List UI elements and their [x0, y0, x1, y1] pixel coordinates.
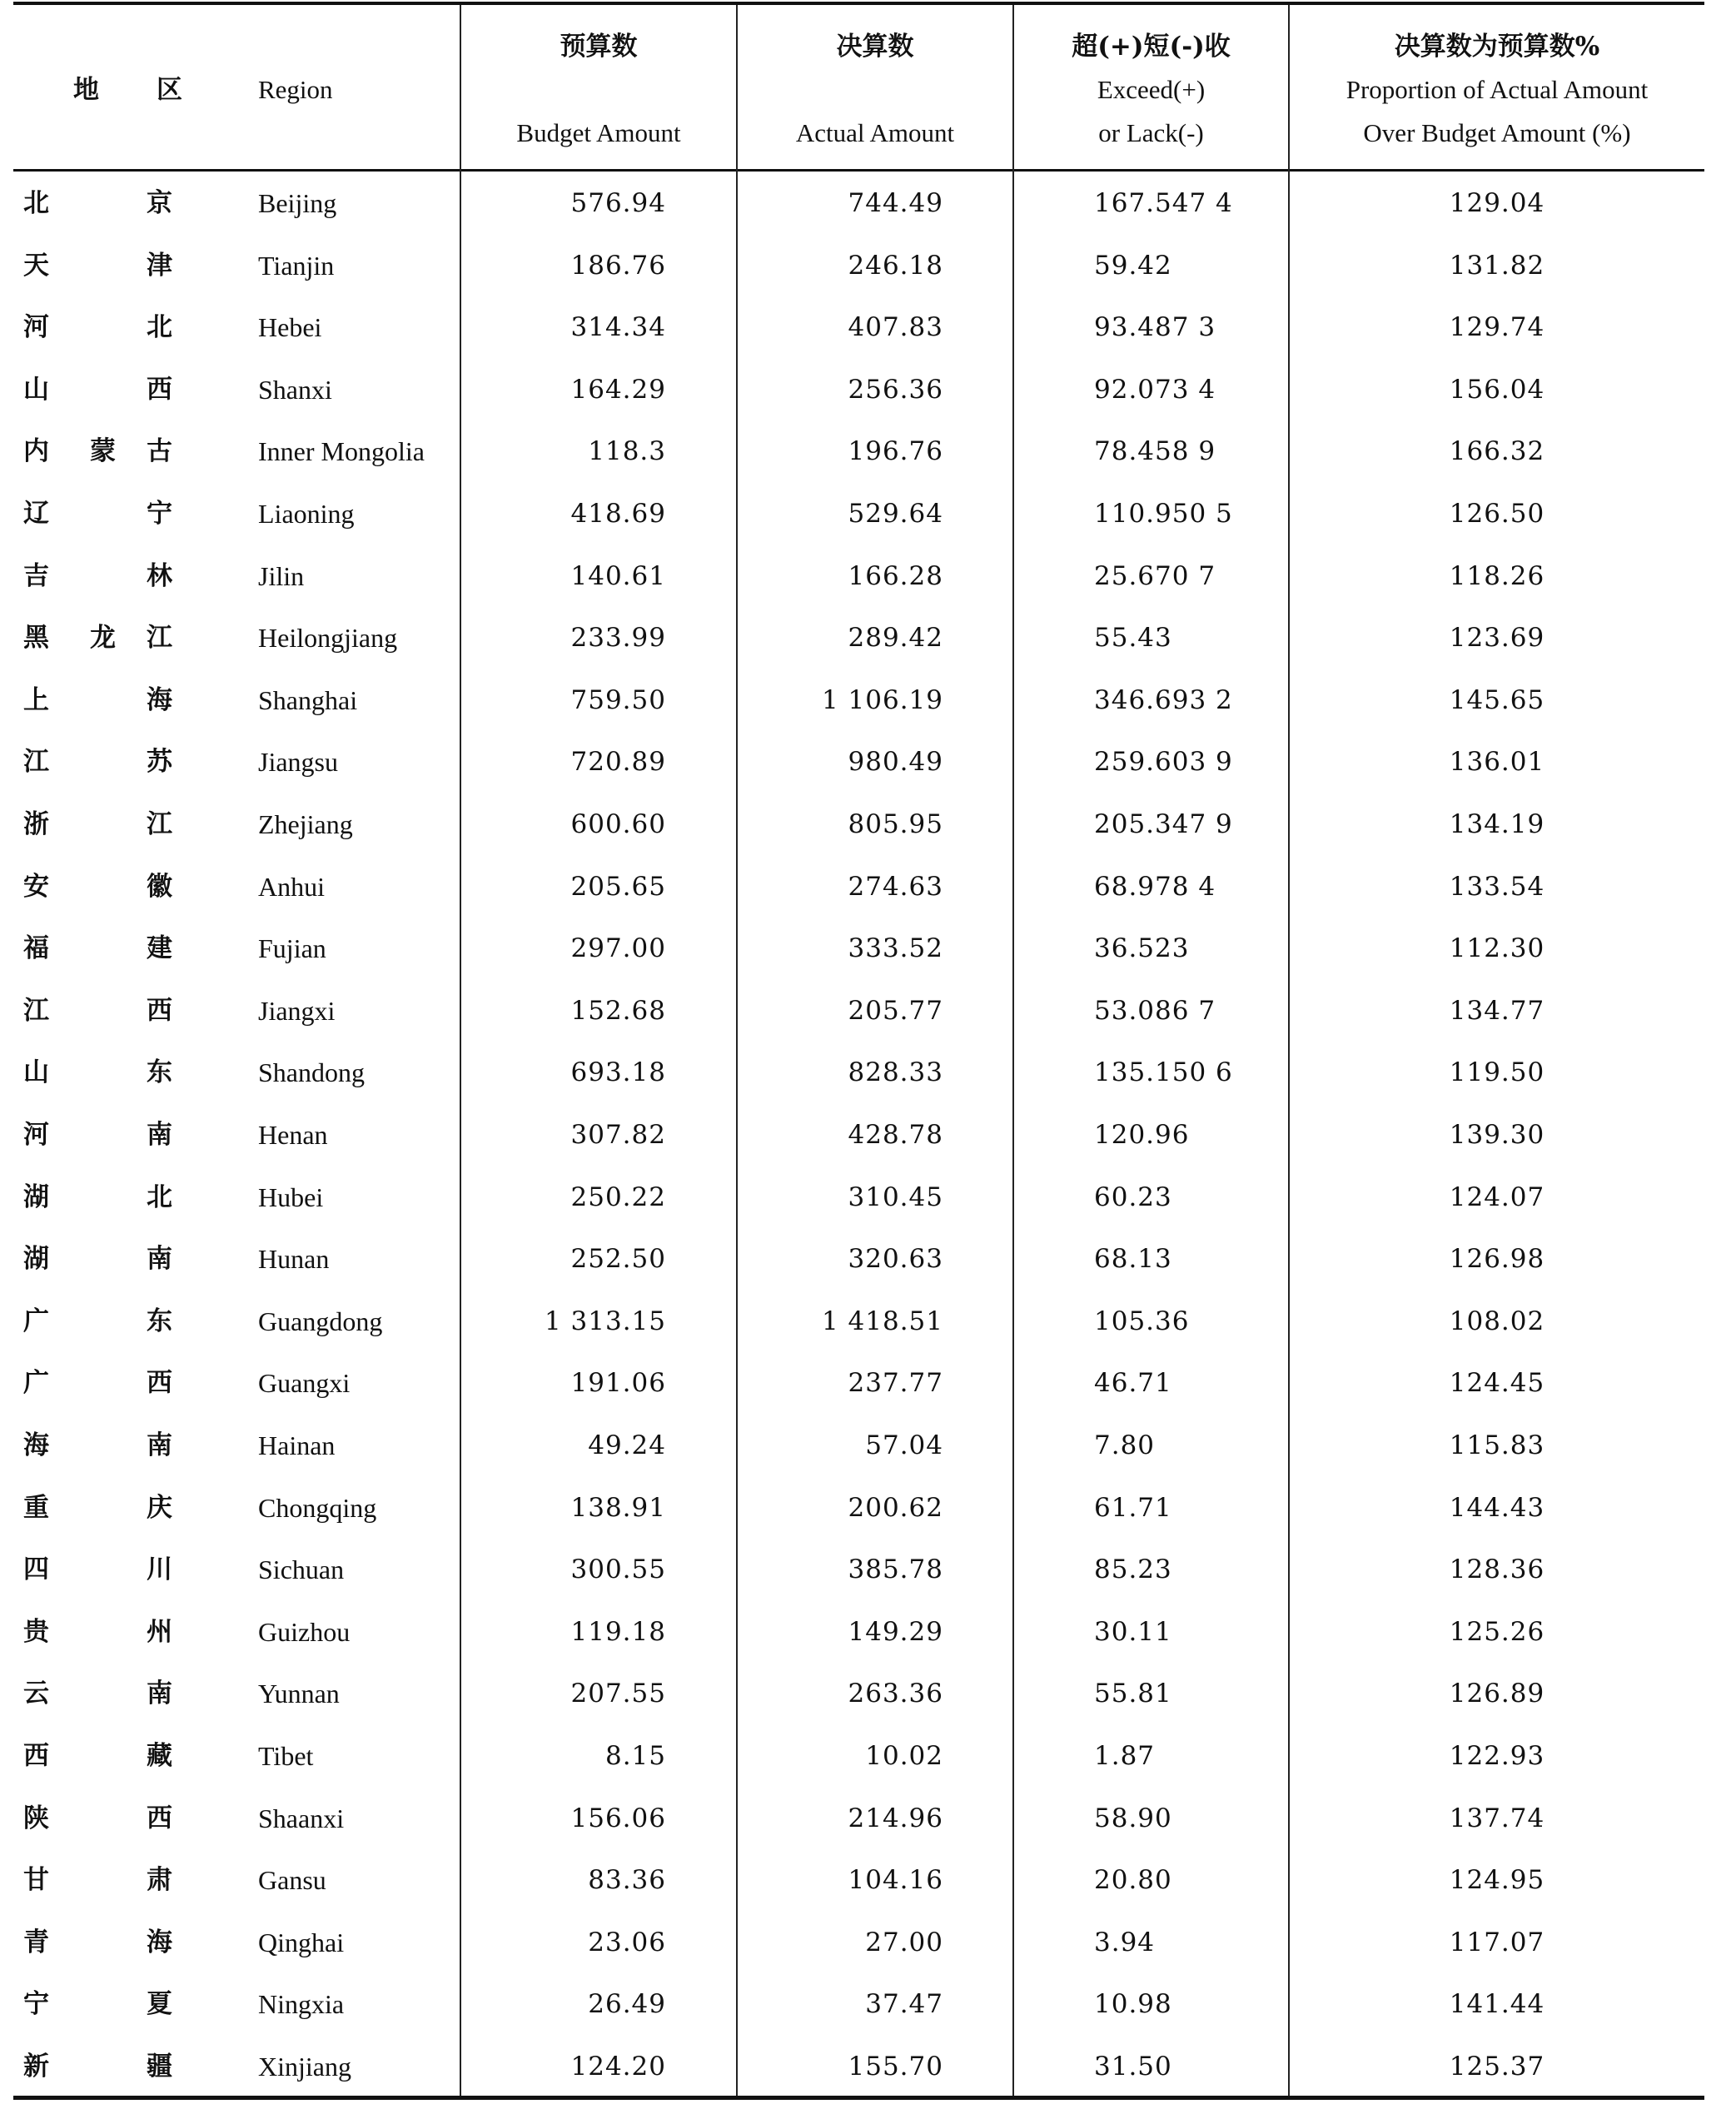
proportion-value: 124.45 [1449, 1368, 1545, 1399]
budget-value: 250.22 [570, 1181, 666, 1212]
proportion-value: 126.89 [1449, 1679, 1545, 1709]
region-zh-char-3: 疆 [147, 2052, 172, 2082]
region-zh-char-1: 甘 [23, 1865, 49, 1896]
region-zh-char-3: 东 [147, 1057, 172, 1088]
exceed-value: 55.43 [1094, 623, 1172, 654]
header-actual-en: Actual Amount [795, 118, 955, 147]
region-zh-char-1: 山 [23, 1057, 49, 1088]
region-zh-char-3: 建 [147, 933, 172, 964]
proportion-value: 144.43 [1449, 1492, 1545, 1523]
region-zh-char-3: 京 [147, 188, 172, 218]
exceed-value: 346.693 2 [1094, 684, 1233, 715]
region-zh-char-1: 湖 [23, 1244, 49, 1275]
region-zh-char-1: 湖 [23, 1181, 49, 1212]
budget-value: 152.68 [570, 995, 666, 1026]
proportion-value: 124.07 [1449, 1181, 1545, 1212]
region-en-name: Chongqing [258, 1492, 377, 1523]
region-zh-char-1: 青 [23, 1927, 49, 1957]
actual-value: 385.78 [848, 1554, 943, 1585]
region-en-name: Shaanxi [258, 1803, 345, 1833]
region-zh-char-1: 辽 [23, 499, 49, 529]
actual-value: 805.95 [848, 809, 943, 839]
table-row [13, 1849, 1704, 1912]
region-en-name: Liaoning [258, 499, 355, 529]
region-zh-char-1: 天 [23, 250, 49, 281]
region-zh-char-3: 夏 [147, 1989, 172, 2020]
region-en-name: Ningxia [258, 1989, 345, 2020]
region-zh-char-1: 河 [23, 312, 49, 343]
exceed-value: 58.90 [1094, 1803, 1172, 1833]
budget-value: 26.49 [588, 1989, 666, 2020]
region-en-name: Hainan [258, 1430, 336, 1460]
proportion-value: 145.65 [1449, 684, 1545, 715]
proportion-value: 118.26 [1449, 560, 1545, 591]
region-zh-char-3: 州 [147, 1616, 172, 1647]
proportion-value: 134.77 [1449, 995, 1545, 1026]
actual-value: 155.70 [848, 2052, 943, 2082]
proportion-value: 166.32 [1449, 436, 1545, 467]
table-row [13, 1042, 1704, 1104]
region-zh-char-3: 津 [147, 250, 172, 281]
table-row [13, 980, 1704, 1042]
actual-value: 200.62 [848, 1492, 943, 1523]
proportion-value: 141.44 [1449, 1989, 1545, 2020]
actual-value: 263.36 [848, 1679, 943, 1709]
budget-value: 1 313.15 [544, 1306, 666, 1336]
budget-value: 191.06 [570, 1368, 666, 1399]
region-zh-char-3: 苏 [147, 747, 172, 778]
budget-value: 8.15 [604, 1741, 666, 1771]
region-en-name: Inner Mongolia [258, 436, 425, 467]
exceed-value: 60.23 [1094, 1181, 1172, 1212]
table-row [13, 1352, 1704, 1415]
region-zh-char-3: 海 [147, 684, 172, 715]
region-en-name: Jiangsu [258, 747, 338, 778]
region-zh-char-1: 四 [23, 1554, 49, 1585]
region-en-name: Shandong [258, 1057, 365, 1088]
exceed-value: 93.487 3 [1094, 312, 1216, 343]
region-zh-char-3: 藏 [147, 1741, 172, 1771]
budget-value: 23.06 [588, 1927, 666, 1957]
table-row [13, 420, 1704, 483]
proportion-value: 137.74 [1449, 1803, 1545, 1833]
table-row [13, 1912, 1704, 1974]
proportion-value: 128.36 [1449, 1554, 1545, 1585]
proportion-value: 129.04 [1449, 188, 1545, 218]
proportion-value: 112.30 [1449, 933, 1545, 964]
region-zh-char-3: 西 [147, 374, 172, 405]
region-en-name: Xinjiang [258, 2052, 351, 2082]
header-proportion-en-2: Over Budget Amount (%) [1363, 118, 1631, 147]
table-row [13, 1725, 1704, 1788]
proportion-value: 133.54 [1449, 871, 1545, 902]
region-zh-char-3: 川 [147, 1554, 172, 1585]
exceed-value: 36.523 [1094, 933, 1190, 964]
proportion-value: 156.04 [1449, 374, 1545, 405]
exceed-value: 1.87 [1094, 1741, 1156, 1771]
header-budget-zh: 预算数 [560, 32, 638, 62]
table-row [13, 483, 1704, 545]
region-zh-char-1: 上 [23, 684, 49, 715]
region-zh-char-3: 江 [147, 623, 172, 654]
region-zh-char-3: 东 [147, 1306, 172, 1336]
table-row [13, 1228, 1704, 1291]
region-en-name: Shanxi [258, 374, 332, 405]
table-row [13, 1663, 1704, 1725]
proportion-value: 125.37 [1449, 2052, 1545, 2082]
table-row [13, 793, 1704, 856]
budget-value: 297.00 [570, 933, 666, 964]
table-row [13, 2036, 1704, 2098]
exceed-value: 25.670 7 [1094, 560, 1216, 591]
exceed-value: 92.073 4 [1094, 374, 1216, 405]
actual-value: 407.83 [848, 312, 943, 343]
exceed-value: 68.13 [1094, 1244, 1172, 1275]
region-zh-char-3: 古 [147, 436, 172, 467]
proportion-value: 108.02 [1449, 1306, 1545, 1336]
proportion-value: 125.26 [1449, 1616, 1545, 1647]
header-proportion-zh: 决算数为预算数% [1394, 32, 1600, 62]
region-zh-char-1: 云 [23, 1679, 49, 1709]
exceed-value: 53.086 7 [1094, 995, 1216, 1026]
header-proportion-en-1: Proportion of Actual Amount [1346, 75, 1649, 104]
actual-value: 274.63 [848, 871, 943, 902]
proportion-value: 129.74 [1449, 312, 1545, 343]
exceed-value: 61.71 [1094, 1492, 1172, 1523]
table-row [13, 669, 1704, 732]
exceed-value: 30.11 [1094, 1616, 1172, 1647]
region-en-name: Tianjin [258, 250, 335, 281]
table-row [13, 1788, 1704, 1850]
header-proportion [1290, 5, 1704, 169]
budget-value: 156.06 [570, 1803, 666, 1833]
actual-value: 980.49 [848, 747, 943, 778]
actual-value: 1 418.51 [821, 1306, 943, 1336]
actual-value: 1 106.19 [821, 684, 943, 715]
header-budget [461, 5, 736, 169]
actual-value: 320.63 [848, 1244, 943, 1275]
exceed-value: 110.950 5 [1094, 499, 1233, 529]
region-zh-char-1: 北 [23, 188, 49, 218]
table-row [13, 172, 1704, 235]
actual-value: 37.47 [865, 1989, 943, 2020]
region-zh-char-3: 宁 [147, 499, 172, 529]
region-zh-char-1: 吉 [23, 560, 49, 591]
budget-value: 186.76 [570, 250, 666, 281]
header-bottom-rule [13, 169, 1704, 172]
exceed-value: 59.42 [1094, 250, 1172, 281]
actual-value: 237.77 [848, 1368, 943, 1399]
region-zh-char-1: 黑 [23, 623, 49, 654]
budget-value: 83.36 [588, 1865, 666, 1896]
budget-value: 693.18 [570, 1057, 666, 1088]
exceed-value: 55.81 [1094, 1679, 1172, 1709]
region-zh-char-3: 南 [147, 1679, 172, 1709]
proportion-value: 124.95 [1449, 1865, 1545, 1896]
actual-value: 196.76 [848, 436, 943, 467]
region-zh-char-3: 林 [147, 560, 172, 591]
header-exceed-en-2: or Lack(-) [1098, 118, 1204, 147]
budget-value: 233.99 [570, 623, 666, 654]
exceed-value: 167.547 4 [1094, 188, 1233, 218]
proportion-value: 122.93 [1449, 1741, 1545, 1771]
region-zh-char-3: 庆 [147, 1492, 172, 1523]
region-en-name: Guangxi [258, 1368, 351, 1399]
region-zh-char-1: 重 [23, 1492, 49, 1523]
region-en-name: Heilongjiang [258, 623, 398, 654]
region-zh-char-3: 南 [147, 1244, 172, 1275]
budget-value: 119.18 [570, 1616, 666, 1647]
exceed-value: 105.36 [1094, 1306, 1190, 1336]
table-row [13, 1104, 1704, 1166]
region-en-name: Tibet [258, 1741, 314, 1771]
actual-value: 57.04 [865, 1430, 943, 1460]
region-zh-char-1: 山 [23, 374, 49, 405]
table-row [13, 607, 1704, 669]
budget-value: 207.55 [570, 1679, 666, 1709]
region-zh-char-2: 龙 [90, 623, 116, 654]
table-row [13, 296, 1704, 359]
actual-value: 828.33 [848, 1057, 943, 1088]
region-en-name: Jilin [258, 560, 305, 591]
proportion-value: 139.30 [1449, 1120, 1545, 1150]
region-zh-char-1: 西 [23, 1741, 49, 1771]
budget-value: 164.29 [570, 374, 666, 405]
budget-value: 205.65 [570, 871, 666, 902]
actual-value: 166.28 [848, 560, 943, 591]
table-row [13, 1415, 1704, 1477]
region-zh-char-3: 北 [147, 312, 172, 343]
region-zh-char-1: 广 [23, 1306, 49, 1336]
region-zh-char-1: 内 [23, 436, 49, 467]
table-row [13, 235, 1704, 297]
budget-value: 307.82 [570, 1120, 666, 1150]
budget-value: 314.34 [570, 312, 666, 343]
proportion-value: 126.98 [1449, 1244, 1545, 1275]
proportion-value: 117.07 [1449, 1927, 1545, 1957]
region-zh-char-3: 徽 [147, 871, 172, 902]
region-en-name: Shanghai [258, 684, 358, 715]
table-row [13, 1601, 1704, 1664]
region-en-name: Sichuan [258, 1554, 345, 1585]
actual-value: 529.64 [848, 499, 943, 529]
header-region-zh-2: 区 [157, 75, 182, 105]
exceed-value: 46.71 [1094, 1368, 1172, 1399]
region-zh-char-1: 海 [23, 1430, 49, 1460]
budget-value: 759.50 [570, 684, 666, 715]
region-en-name: Qinghai [258, 1927, 345, 1957]
region-zh-char-1: 新 [23, 2052, 49, 2082]
region-en-name: Zhejiang [258, 809, 353, 839]
table-row [13, 1477, 1704, 1539]
region-zh-char-1: 江 [23, 747, 49, 778]
region-zh-char-3: 北 [147, 1181, 172, 1212]
region-zh-char-3: 南 [147, 1120, 172, 1150]
table-row [13, 1166, 1704, 1229]
actual-value: 333.52 [848, 933, 943, 964]
budget-value: 576.94 [570, 188, 666, 218]
region-zh-char-1: 河 [23, 1120, 49, 1150]
budget-value: 49.24 [588, 1430, 666, 1460]
budget-value: 720.89 [570, 747, 666, 778]
proportion-value: 119.50 [1449, 1057, 1545, 1088]
actual-value: 246.18 [848, 250, 943, 281]
region-en-name: Hebei [258, 312, 322, 343]
actual-value: 104.16 [848, 1865, 943, 1896]
table-row [13, 1291, 1704, 1353]
region-zh-char-1: 江 [23, 995, 49, 1026]
header-region-en: Region [258, 75, 333, 104]
actual-value: 744.49 [848, 188, 943, 218]
actual-value: 289.42 [848, 623, 943, 654]
actual-value: 27.00 [865, 1927, 943, 1957]
table-row [13, 918, 1704, 980]
exceed-value: 135.150 6 [1094, 1057, 1233, 1088]
region-zh-char-1: 宁 [23, 1989, 49, 2020]
actual-value: 256.36 [848, 374, 943, 405]
region-zh-char-3: 江 [147, 809, 172, 839]
region-zh-char-3: 海 [147, 1927, 172, 1957]
actual-value: 214.96 [848, 1803, 943, 1833]
header-budget-en: Budget Amount [516, 118, 681, 147]
header-region [13, 5, 460, 169]
region-en-name: Hubei [258, 1181, 324, 1212]
proportion-value: 131.82 [1449, 250, 1545, 281]
region-en-name: Guangdong [258, 1306, 383, 1336]
exceed-value: 68.978 4 [1094, 871, 1216, 902]
region-zh-char-1: 浙 [23, 809, 49, 839]
actual-value: 10.02 [865, 1741, 943, 1771]
table-row [13, 1539, 1704, 1601]
actual-value: 428.78 [848, 1120, 943, 1150]
region-en-name: Beijing [258, 188, 337, 218]
region-en-name: Anhui [258, 871, 325, 902]
region-zh-char-2: 蒙 [90, 436, 116, 467]
budget-value: 252.50 [570, 1244, 666, 1275]
actual-value: 205.77 [848, 995, 943, 1026]
table-row [13, 1973, 1704, 2036]
budget-value: 600.60 [570, 809, 666, 839]
actual-value: 310.45 [848, 1181, 943, 1212]
proportion-value: 136.01 [1449, 747, 1545, 778]
region-zh-char-1: 安 [23, 871, 49, 902]
exceed-value: 3.94 [1094, 1927, 1156, 1957]
budget-value: 418.69 [570, 499, 666, 529]
region-en-name: Gansu [258, 1865, 326, 1896]
exceed-value: 85.23 [1094, 1554, 1172, 1585]
region-en-name: Fujian [258, 933, 326, 964]
table-row [13, 731, 1704, 793]
header-exceed-en-1: Exceed(+) [1097, 75, 1206, 104]
region-zh-char-3: 西 [147, 995, 172, 1026]
proportion-value: 115.83 [1449, 1430, 1545, 1460]
region-en-name: Henan [258, 1120, 328, 1150]
region-zh-char-3: 西 [147, 1368, 172, 1399]
proportion-value: 134.19 [1449, 809, 1545, 839]
region-zh-char-3: 西 [147, 1803, 172, 1833]
header-exceed [1014, 5, 1288, 169]
exceed-value: 78.458 9 [1094, 436, 1216, 467]
exceed-value: 20.80 [1094, 1865, 1172, 1896]
table-row [13, 545, 1704, 608]
budget-value: 124.20 [570, 2052, 666, 2082]
header-region-zh-1: 地 [73, 75, 99, 105]
header-exceed-zh: 超(+)短(-)收 [1072, 32, 1231, 62]
table-row [13, 856, 1704, 918]
budget-value: 140.61 [570, 560, 666, 591]
region-zh-char-3: 南 [147, 1430, 172, 1460]
actual-value: 149.29 [848, 1616, 943, 1647]
region-en-name: Jiangxi [258, 995, 336, 1026]
region-zh-char-1: 贵 [23, 1616, 49, 1647]
region-en-name: Guizhou [258, 1616, 351, 1647]
proportion-value: 123.69 [1449, 623, 1545, 654]
budget-value: 300.55 [570, 1554, 666, 1585]
exceed-value: 120.96 [1094, 1120, 1190, 1150]
exceed-value: 205.347 9 [1094, 809, 1233, 839]
region-zh-char-1: 广 [23, 1368, 49, 1399]
region-zh-char-3: 肃 [147, 1865, 172, 1896]
exceed-value: 259.603 9 [1094, 747, 1233, 778]
header-actual [738, 5, 1012, 169]
region-en-name: Hunan [258, 1244, 330, 1275]
exceed-value: 10.98 [1094, 1989, 1172, 2020]
header-actual-zh: 决算数 [836, 32, 914, 62]
region-zh-char-1: 福 [23, 933, 49, 964]
exceed-value: 31.50 [1094, 2052, 1172, 2082]
region-en-name: Yunnan [258, 1679, 340, 1709]
proportion-value: 126.50 [1449, 499, 1545, 529]
budget-value: 138.91 [570, 1492, 666, 1523]
table-row [13, 359, 1704, 421]
budget-value: 118.3 [588, 436, 666, 467]
region-zh-char-1: 陕 [23, 1803, 49, 1833]
exceed-value: 7.80 [1094, 1430, 1156, 1460]
